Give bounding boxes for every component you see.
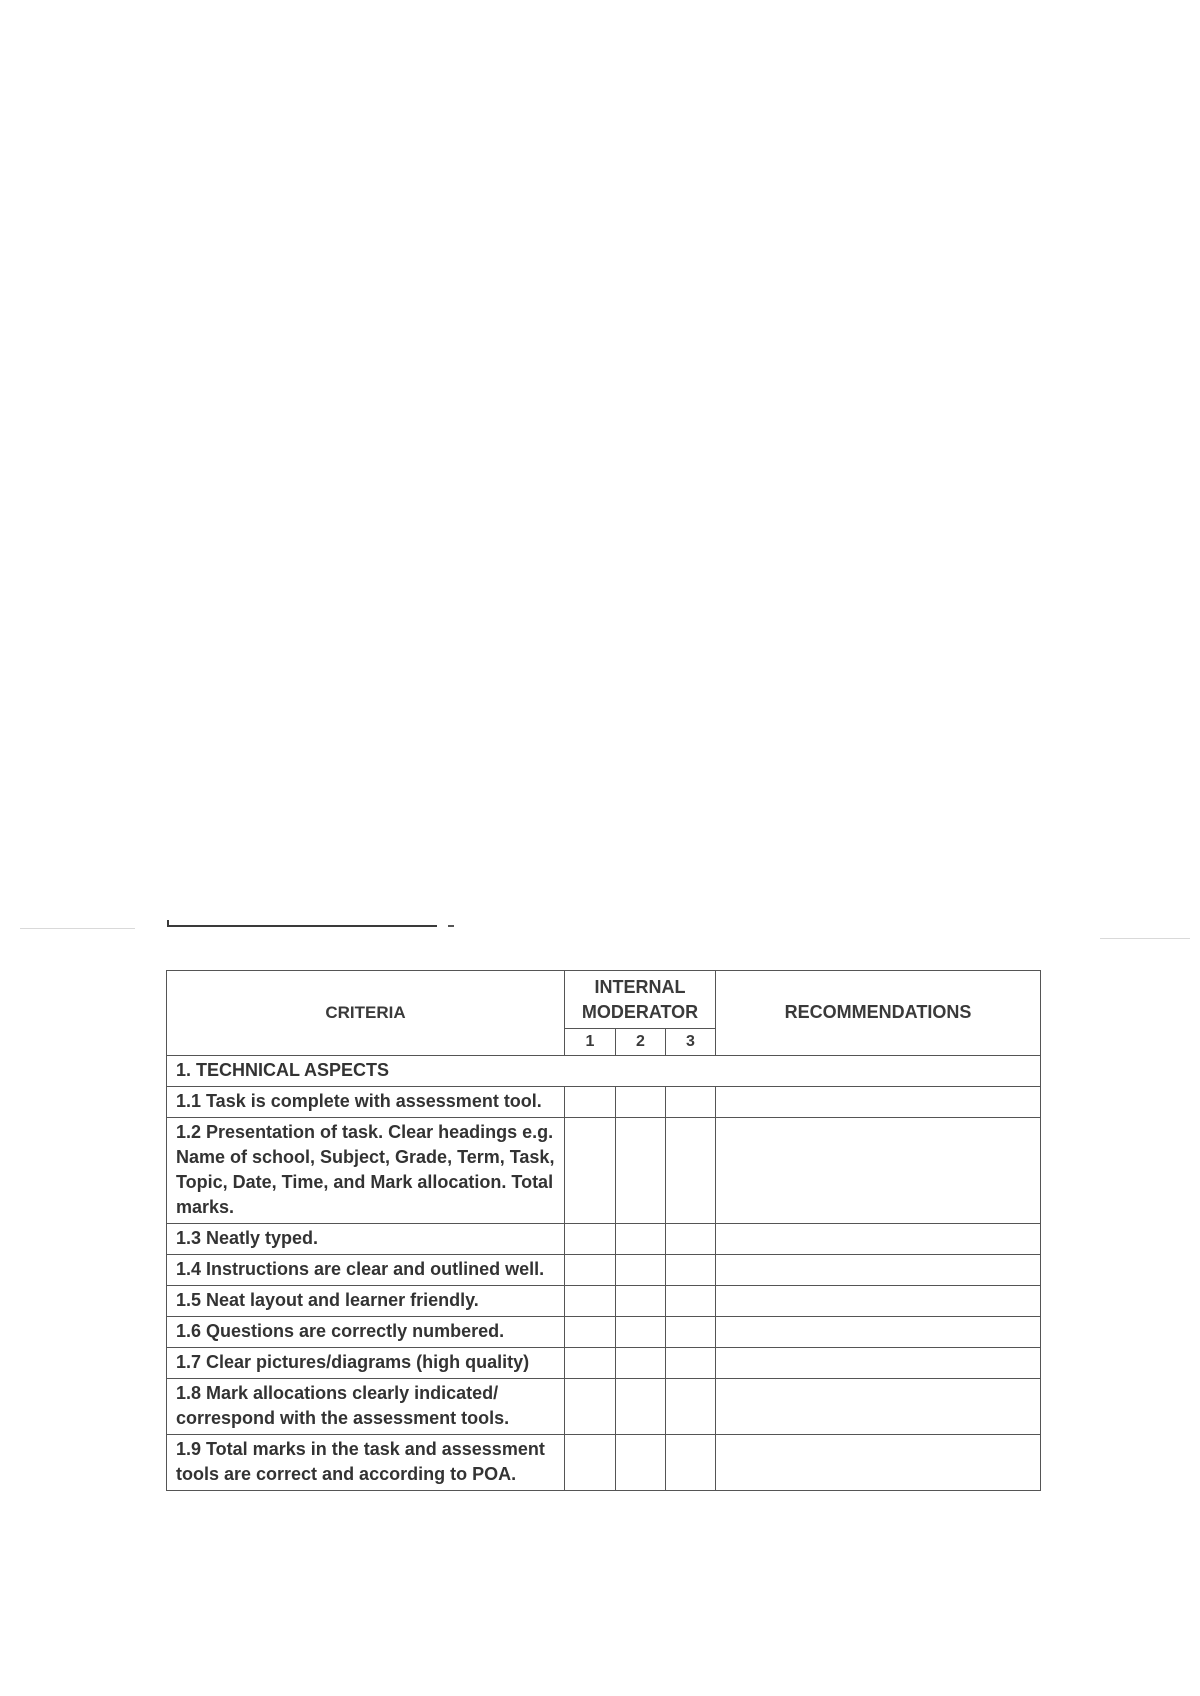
table-row (167, 1379, 1041, 1435)
moderator-3-cell[interactable] (666, 1255, 716, 1286)
internal-label: INTERNAL (594, 977, 686, 997)
moderator-3-cell[interactable] (666, 1379, 716, 1435)
recommendation-cell[interactable] (716, 1118, 1041, 1224)
table-row (167, 1224, 1041, 1255)
moderator-3-cell[interactable] (666, 1348, 716, 1379)
recommendation-cell[interactable] (716, 1255, 1041, 1286)
recommendation-cell[interactable] (716, 1087, 1041, 1118)
table-row (167, 1286, 1041, 1317)
moderator-2-cell[interactable] (616, 1435, 666, 1491)
moderator-1-cell[interactable] (565, 1087, 616, 1118)
moderator-3-cell[interactable] (666, 1286, 716, 1317)
moderator-2-cell[interactable] (616, 1317, 666, 1348)
moderator-1-cell[interactable] (565, 1118, 616, 1224)
table-row (167, 1087, 1041, 1118)
underline-mark-tail (448, 925, 454, 927)
table-row (167, 1317, 1041, 1348)
recommendation-cell[interactable] (716, 1348, 1041, 1379)
section-row (167, 1056, 1041, 1087)
moderator-1-cell[interactable] (565, 1348, 616, 1379)
moderator-2-cell[interactable] (616, 1087, 666, 1118)
moderator-3-cell[interactable] (666, 1087, 716, 1118)
moderator-1-cell[interactable] (565, 1317, 616, 1348)
moderator-2-cell[interactable] (616, 1286, 666, 1317)
table-row (167, 1348, 1041, 1379)
moderator-2-cell[interactable] (616, 1224, 666, 1255)
criterion-cell: 1.9 Total marks in the task and assessment tools are correct and according to POA. (167, 1435, 565, 1491)
scan-artifact-line-right (1100, 938, 1190, 939)
recommendation-cell[interactable] (716, 1317, 1041, 1348)
recommendations-header: RECOMMENDATIONS (716, 971, 1041, 1056)
section-title: 1. TECHNICAL ASPECTS (167, 1056, 1041, 1087)
moderator-3-cell[interactable] (666, 1435, 716, 1491)
table-row (167, 1255, 1041, 1286)
criterion-cell: 1.1 Task is complete with assessment tool. (167, 1087, 565, 1118)
moderator-3-cell[interactable] (666, 1118, 716, 1224)
recommendation-cell[interactable] (716, 1224, 1041, 1255)
criterion-cell: 1.8 Mark allocations clearly indicated/ correspond with the assessment tools. (167, 1379, 565, 1435)
scan-artifact-line-left (20, 928, 135, 929)
criterion-cell: 1.6 Questions are correctly numbered. (167, 1317, 565, 1348)
moderator-column-1-header: 1 (565, 1029, 616, 1056)
moderator-1-cell[interactable] (565, 1435, 616, 1491)
criterion-cell: 1.2 Presentation of task. Clear headings e.g. Name of school, Subject, Grade, Term, Task, Topic, Date, Time, and Mark allocation. Total marks. (167, 1118, 565, 1224)
criterion-cell: 1.7 Clear pictures/diagrams (high quality) (167, 1348, 565, 1379)
recommendation-cell[interactable] (716, 1379, 1041, 1435)
criterion-cell: 1.3 Neatly typed. (167, 1224, 565, 1255)
criteria-header: CRITERIA (167, 971, 565, 1056)
moderator-1-cell[interactable] (565, 1286, 616, 1317)
criterion-cell: 1.4 Instructions are clear and outlined well. (167, 1255, 565, 1286)
moderator-2-cell[interactable] (616, 1379, 666, 1435)
moderation-criteria-table (166, 970, 1041, 1491)
recommendation-cell[interactable] (716, 1435, 1041, 1491)
moderator-3-cell[interactable] (666, 1224, 716, 1255)
moderator-column-2-header: 2 (616, 1029, 666, 1056)
moderator-label: MODERATOR (581, 1002, 699, 1022)
moderator-2-cell[interactable] (616, 1255, 666, 1286)
recommendation-cell[interactable] (716, 1286, 1041, 1317)
moderator-3-cell[interactable] (666, 1317, 716, 1348)
moderator-1-cell[interactable] (565, 1255, 616, 1286)
table-row (167, 1435, 1041, 1491)
table-row (167, 1118, 1041, 1224)
moderator-1-cell[interactable] (565, 1224, 616, 1255)
moderator-2-cell[interactable] (616, 1118, 666, 1224)
moderator-1-cell[interactable] (565, 1379, 616, 1435)
internal-moderator-header (565, 971, 716, 1029)
criterion-cell: 1.5 Neat layout and learner friendly. (167, 1286, 565, 1317)
underline-mark (167, 925, 437, 927)
moderator-2-cell[interactable] (616, 1348, 666, 1379)
moderator-column-3-header: 3 (666, 1029, 716, 1056)
